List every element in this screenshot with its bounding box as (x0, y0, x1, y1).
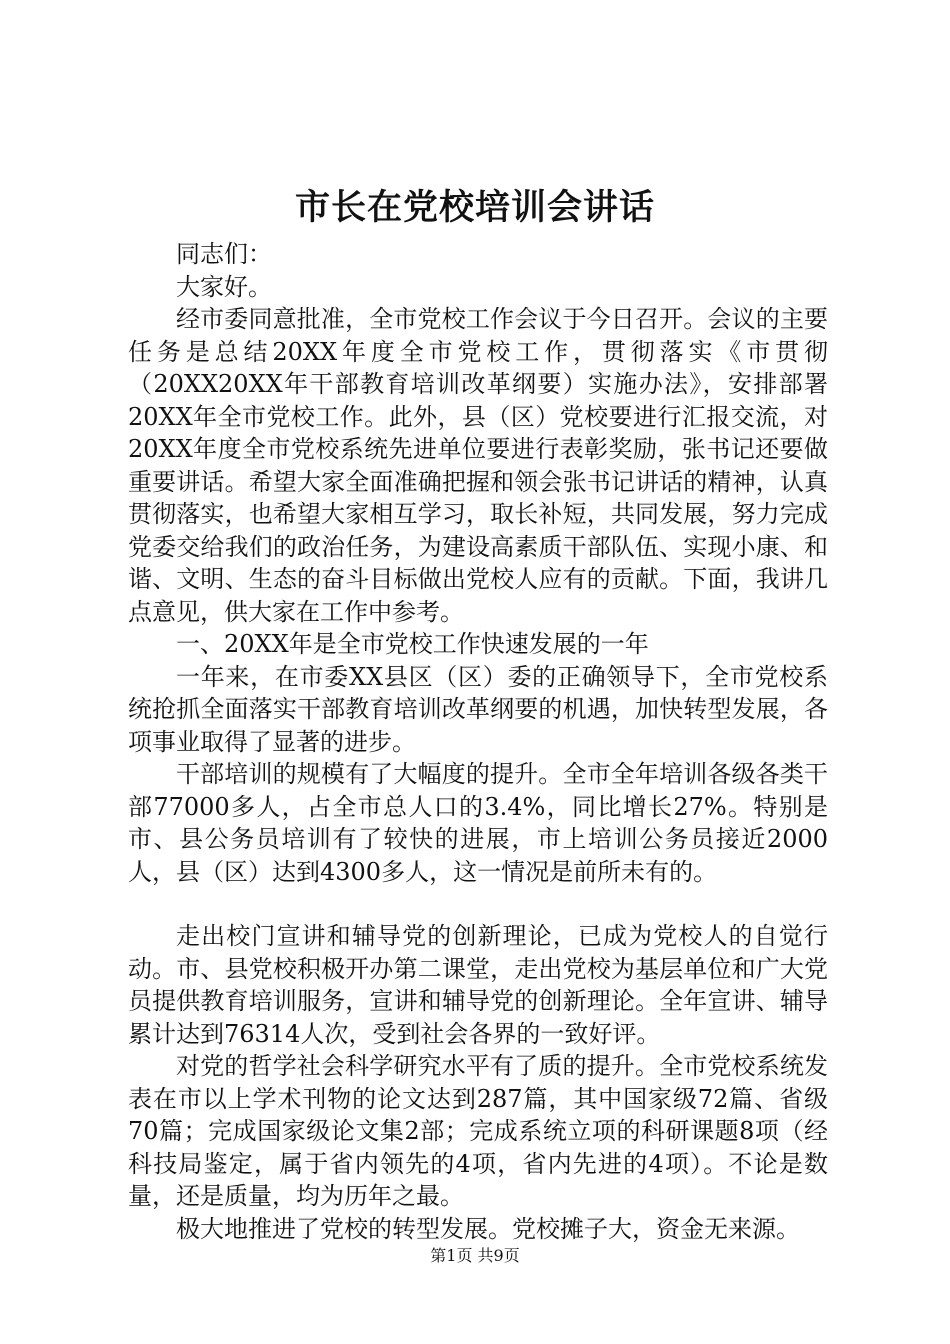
body-paragraph: 干部培训的规模有了大幅度的提升。全市全年培训各级各类干部77000多人，占全市总人口的3.4%，同比增长27%。特别是市、县公务员培训有了较快的进展，市上培训公务员接近2000人，县（区）达到4300多人，这一情况是前所未有的。 (128, 760, 828, 886)
section-heading: 一、20XX年是全市党校工作快速发展的一年 (176, 630, 649, 658)
page-footer: 第1页 共9页 (430, 1246, 520, 1265)
intro-paragraph: 经市委同意批准，全市党校工作会议于今日召开。会议的主要任务是总结20XX年度全市党校工作，贯彻落实《市贯彻（20XX20XX年干部教育培训改革纲要）实施办法》，安排部署20XX年全市党校工作。此外，县（区）党校要进行汇报交流，对20XX年度全市党校系统先进单位要进行表彰奖励，张书记还要做重要讲话。希望大家全面准确把握和领会张书记讲话的精神，认真贯彻落实，也希望大家相互学习，取长补短，共同发展，努力完成党委交给我们的政治任务，为建设高素质干部队伍、实现小康、和谐、文明、生态的奋斗目标做出党校人应有的贡献。下面，我讲几点意见，供大家在工作中参考。 (128, 305, 828, 626)
body-paragraph: 一年来，在市委XX县区（区）委的正确领导下，全市党校系统抢抓全面落实干部教育培训改革纲要的机遇，加快转型发展，各项事业取得了显著的进步。 (128, 662, 828, 756)
salutation: 同志们： (176, 240, 272, 268)
body-paragraph: 极大地推进了党校的转型发展。党校摊子大，资金无来源。 (176, 1214, 800, 1243)
greeting: 大家好。 (176, 272, 272, 301)
body-paragraph: 对党的哲学社会科学研究水平有了质的提升。全市党校系统发表在市以上学术刊物的论文达到287篇，其中国家级72篇、省级70篇；完成国家级论文集2部；完成系统立项的科研课题8项（经科技局鉴定，属于省内领先的4项，省内先进的4项）。不论是数量，还是质量，均为历年之最。 (128, 1052, 828, 1210)
document-title: 市长在党校培训会讲话 (294, 187, 655, 228)
document-body (128, 238, 828, 1245)
body-paragraph: 走出校门宣讲和辅导党的创新理论，已成为党校人的自觉行动。市、县党校积极开办第二课堂，走出党校为基层单位和广大党员提供教育培训服务，宣讲和辅导党的创新理论。全年宣讲、辅导累计达到76314人次，受到社会各界的一致好评。 (128, 922, 828, 1048)
